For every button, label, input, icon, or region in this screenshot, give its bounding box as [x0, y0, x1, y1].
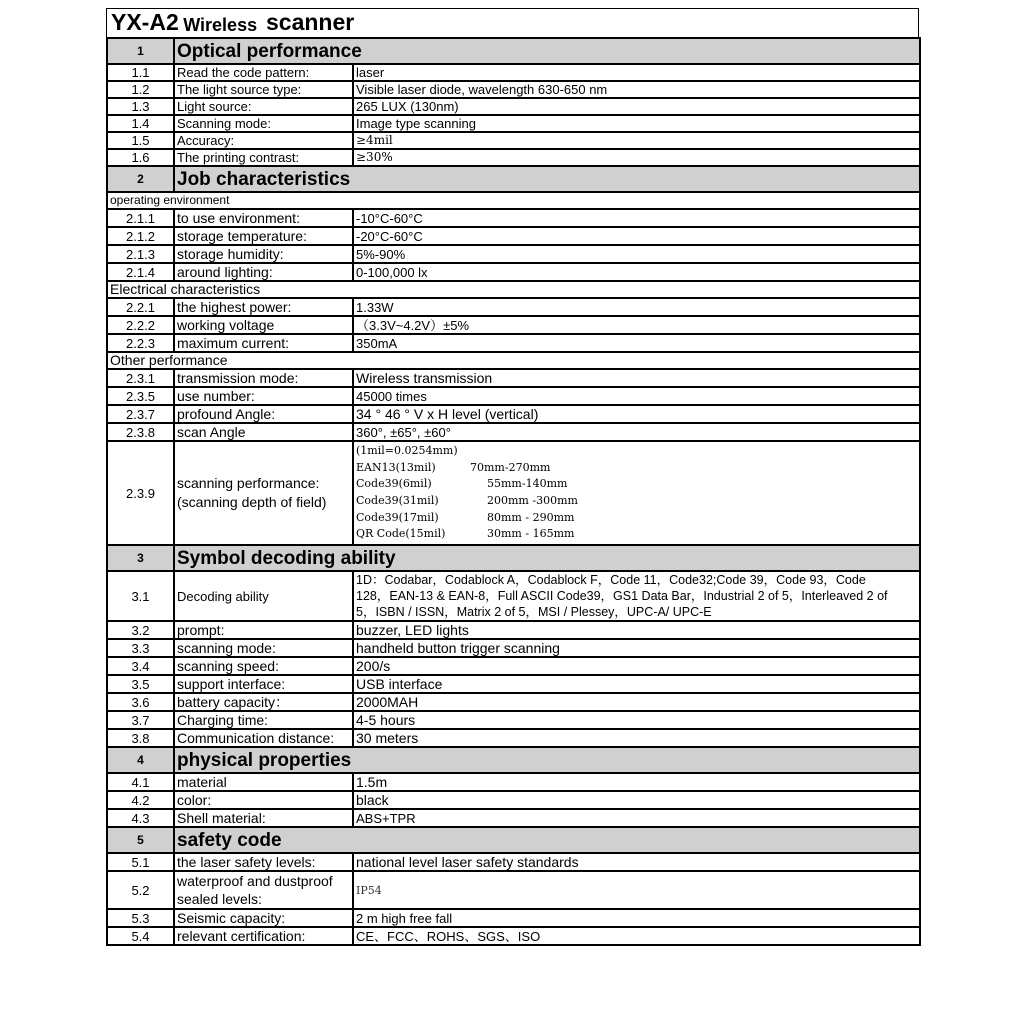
- table-row: [107, 64, 920, 81]
- row-number: 5.3: [107, 909, 174, 927]
- document-title: [106, 8, 919, 37]
- section-header: [107, 747, 920, 773]
- table-row: [107, 115, 920, 132]
- row-value: 1.33W: [353, 298, 920, 316]
- row-number: 3.3: [107, 639, 174, 657]
- row-value: 265 LUX (130nm): [353, 98, 920, 115]
- row-label: the highest power:: [174, 298, 353, 316]
- row-number: 3.6: [107, 693, 174, 711]
- table-row: [107, 791, 920, 809]
- row-number: 3.1: [107, 571, 174, 621]
- table-row: [107, 927, 920, 945]
- table-row: [107, 441, 920, 545]
- row-value: [353, 571, 920, 621]
- row-value: IP54: [353, 871, 920, 909]
- row-value: ≥4mil: [353, 132, 920, 149]
- row-value: ≥30%: [353, 149, 920, 166]
- row-value: 0-100,000 lx: [353, 263, 920, 281]
- row-label: prompt:: [174, 621, 353, 639]
- row-value: 45000 times: [353, 387, 920, 405]
- depth-item: [356, 476, 917, 493]
- section-number: 3: [107, 545, 174, 571]
- row-number: 2.1.1: [107, 209, 174, 227]
- row-label: Light source:: [174, 98, 353, 115]
- row-label: transmission mode:: [174, 369, 353, 387]
- row-number: 2.3.5: [107, 387, 174, 405]
- row-number: 1.1: [107, 64, 174, 81]
- row-number: 5.4: [107, 927, 174, 945]
- table-row: [107, 675, 920, 693]
- row-number: 4.1: [107, 773, 174, 791]
- row-number: 2.2.2: [107, 316, 174, 334]
- row-label: Scanning mode:: [174, 115, 353, 132]
- row-value: 5%-90%: [353, 245, 920, 263]
- row-label: material: [174, 773, 353, 791]
- table-row: [107, 227, 920, 245]
- row-value: -20°C-60°C: [353, 227, 920, 245]
- table-row: [107, 639, 920, 657]
- row-label: to use environment:: [174, 209, 353, 227]
- depth-item: [356, 493, 917, 510]
- row-number: 1.5: [107, 132, 174, 149]
- row-value: 4-5 hours: [353, 711, 920, 729]
- row-label: Accuracy:: [174, 132, 353, 149]
- row-label: battery capacity：: [174, 693, 353, 711]
- row-value: （3.3V~4.2V）±5%: [353, 316, 920, 334]
- table-row: [107, 909, 920, 927]
- row-label: use number:: [174, 387, 353, 405]
- row-number: 2.3.8: [107, 423, 174, 441]
- row-number: 2.1.4: [107, 263, 174, 281]
- row-label: relevant certification:: [174, 927, 353, 945]
- section-header: [107, 38, 920, 64]
- row-label: around lighting:: [174, 263, 353, 281]
- depth-code: EAN13(13mil): [356, 460, 436, 474]
- section-number: 2: [107, 166, 174, 192]
- subsection-title: operating environment: [107, 192, 920, 209]
- table-row: [107, 853, 920, 871]
- table-row: [107, 81, 920, 98]
- row-value: 34 ° 46 ° V x H level (vertical): [353, 405, 920, 423]
- row-label-line: (scanning depth of field): [177, 494, 327, 510]
- depth-item: [356, 460, 917, 477]
- title-scanner: scanner: [265, 9, 355, 35]
- subsection-header: [107, 352, 920, 369]
- row-label: Decoding ability: [174, 571, 353, 621]
- depth-code: Code39(6mil): [356, 477, 432, 491]
- row-label: Seismic capacity:: [174, 909, 353, 927]
- row-number: 1.3: [107, 98, 174, 115]
- row-label: support interface:: [174, 675, 353, 693]
- row-number: 2.2.1: [107, 298, 174, 316]
- row-label: scanning speed:: [174, 657, 353, 675]
- subsection-title: Electrical characteristics: [107, 281, 920, 298]
- depth-range: 55mm-140mm: [487, 477, 568, 491]
- row-number: 2.3.1: [107, 369, 174, 387]
- depth-range: 70mm-270mm: [470, 460, 551, 474]
- row-number: 1.4: [107, 115, 174, 132]
- unit-note: (1mil=0.0254mm): [356, 443, 458, 457]
- table-row: [107, 773, 920, 791]
- title-model: YX-A2: [111, 9, 179, 35]
- table-row: [107, 334, 920, 352]
- decoding-line: 128，EAN-13 & EAN-8，Full ASCII Code39，GS1 Data Bar，Industrial 2 of 5，Interleaved 2 of: [356, 589, 888, 603]
- table-row: [107, 209, 920, 227]
- row-value: USB interface: [353, 675, 920, 693]
- row-value: ABS+TPR: [353, 809, 920, 827]
- row-label: The printing contrast:: [174, 149, 353, 166]
- row-value: black: [353, 791, 920, 809]
- row-label: Read the code pattern:: [174, 64, 353, 81]
- table-row: [107, 571, 920, 621]
- table-row: [107, 729, 920, 747]
- depth-item: [356, 510, 917, 527]
- row-label: Communication distance:: [174, 729, 353, 747]
- row-value: Visible laser diode, wavelength 630-650 nm: [353, 81, 920, 98]
- row-label: Shell material:: [174, 809, 353, 827]
- row-value: laser: [353, 64, 920, 81]
- depth-range: 30mm - 165mm: [487, 527, 575, 541]
- section-number: 1: [107, 38, 174, 64]
- table-row: [107, 298, 920, 316]
- row-number: 3.5: [107, 675, 174, 693]
- section-number: 5: [107, 827, 174, 853]
- section-header: [107, 827, 920, 853]
- table-row: [107, 245, 920, 263]
- section-header: [107, 545, 920, 571]
- row-number: 3.7: [107, 711, 174, 729]
- depth-item: [356, 526, 917, 543]
- table-row: [107, 316, 920, 334]
- spec-sheet: [106, 8, 919, 946]
- section-title: Job characteristics: [174, 166, 920, 192]
- table-row: [107, 98, 920, 115]
- row-label: working voltage: [174, 316, 353, 334]
- row-label: the laser safety levels:: [174, 853, 353, 871]
- table-row: [107, 149, 920, 166]
- section-title: Optical performance: [174, 38, 920, 64]
- decoding-line: 1D：Codabar，Codablock A，Codablock F，Code 11，Code32;Code 39，Code 93，Code: [356, 573, 866, 587]
- row-value: 2 m high free fall: [353, 909, 920, 927]
- row-value: -10°C-60°C: [353, 209, 920, 227]
- row-value: 2000MAH: [353, 693, 920, 711]
- section-title: safety code: [174, 827, 920, 853]
- depth-range: 200mm -300mm: [487, 494, 578, 507]
- row-label: The light source type:: [174, 81, 353, 98]
- row-number: 3.4: [107, 657, 174, 675]
- row-label: scan Angle: [174, 423, 353, 441]
- row-label: Charging time:: [174, 711, 353, 729]
- section-header: [107, 166, 920, 192]
- table-row: [107, 871, 920, 909]
- depth-range: 80mm - 290mm: [487, 510, 575, 524]
- row-number: 2.3.9: [107, 441, 174, 545]
- table-row: [107, 621, 920, 639]
- row-value: Image type scanning: [353, 115, 920, 132]
- table-row: [107, 423, 920, 441]
- row-value: CE、FCC、ROHS、SGS、ISO: [353, 927, 920, 945]
- row-value: 350mA: [353, 334, 920, 352]
- depth-code: Code39(17mil): [356, 510, 439, 524]
- subsection-header: [107, 281, 920, 298]
- row-value: buzzer, LED lights: [353, 621, 920, 639]
- row-value: Wireless transmission: [353, 369, 920, 387]
- row-number: 5.1: [107, 853, 174, 871]
- row-label-line: waterproof and dustproof: [177, 873, 333, 889]
- row-label: scanning mode:: [174, 639, 353, 657]
- table-row: [107, 369, 920, 387]
- section-title: Symbol decoding ability: [174, 545, 920, 571]
- row-number: 3.8: [107, 729, 174, 747]
- row-number: 2.2.3: [107, 334, 174, 352]
- section-number: 4: [107, 747, 174, 773]
- row-label: storage temperature:: [174, 227, 353, 245]
- row-number: 4.2: [107, 791, 174, 809]
- title-wireless: Wireless: [183, 15, 258, 35]
- row-number: 1.6: [107, 149, 174, 166]
- row-value: handheld button trigger scanning: [353, 639, 920, 657]
- row-label: maximum current:: [174, 334, 353, 352]
- row-number: 5.2: [107, 871, 174, 909]
- row-value: 1.5m: [353, 773, 920, 791]
- row-value: 30 meters: [353, 729, 920, 747]
- row-label-line: sealed levels:: [177, 891, 262, 907]
- table-row: [107, 405, 920, 423]
- table-row: [107, 657, 920, 675]
- row-value: 360°, ±65°, ±60°: [353, 423, 920, 441]
- row-label: [174, 871, 353, 909]
- row-label-line: scanning performance:: [177, 475, 320, 491]
- table-row: [107, 711, 920, 729]
- depth-code: Code39(31mil): [356, 494, 439, 507]
- table-row: [107, 693, 920, 711]
- section-title: physical properties: [174, 747, 920, 773]
- row-number: 2.3.7: [107, 405, 174, 423]
- row-label: color:: [174, 791, 353, 809]
- row-label: [174, 441, 353, 545]
- row-label: storage humidity:: [174, 245, 353, 263]
- row-number: 3.2: [107, 621, 174, 639]
- subsection-title: Other performance: [107, 352, 920, 369]
- depth-of-field-list: [353, 441, 920, 545]
- spec-table: [106, 37, 921, 946]
- row-number: 1.2: [107, 81, 174, 98]
- row-value: 200/s: [353, 657, 920, 675]
- table-row: [107, 387, 920, 405]
- decoding-line: 5，ISBN / ISSN，Matrix 2 of 5，MSI / Plessey，UPC-A/ UPC-E: [356, 605, 712, 619]
- table-row: [107, 132, 920, 149]
- row-number: 2.1.2: [107, 227, 174, 245]
- depth-code: QR Code(15mil): [356, 527, 446, 541]
- row-value: national level laser safety standards: [353, 853, 920, 871]
- table-row: [107, 263, 920, 281]
- table-row: [107, 809, 920, 827]
- subsection-header: [107, 192, 920, 209]
- row-number: 4.3: [107, 809, 174, 827]
- row-number: 2.1.3: [107, 245, 174, 263]
- row-label: profound Angle:: [174, 405, 353, 423]
